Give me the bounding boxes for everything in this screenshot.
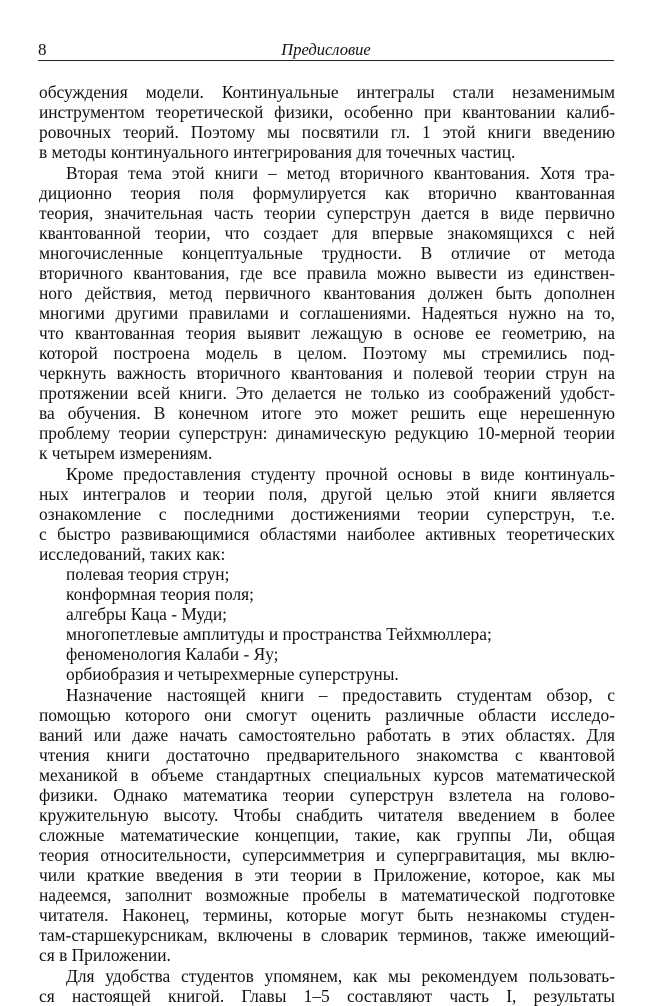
paragraph-first-line: Для удобства студентов упомянем, как мы рекомендуем пользовать- [66, 966, 615, 986]
text-line: протяжении всей книги. Это делается не только из соображений удобст- [39, 383, 615, 403]
text-line: ного действия, метод первичного квантования должен быть дополнен [39, 283, 615, 303]
text-line: помощью которого они смогут оценить различные области исследо- [39, 705, 615, 725]
text-line: чтения книги достаточно предварительного знакомства с квантовой [39, 745, 615, 765]
text-line: квантованной теории, что создает для впервые знакомящихся с ней [39, 223, 615, 243]
text-line: инструментом теоретической физики, особенно при квантовании калиб- [39, 102, 615, 122]
text-line: физики. Однако математика теории суперструн взлетела на голово- [39, 785, 615, 805]
text-line: там-старшекурсникам, включены в словарик терминов, также имеющий- [39, 925, 615, 945]
text-line: ся настоящей книгой. Главы 1–5 составляют часть I, результаты [39, 986, 615, 1006]
running-title: Предисловие [281, 40, 371, 59]
text-line: с быстро развивающимися областями наиболее активных теоретических [39, 524, 615, 544]
page-number: 8 [38, 40, 47, 59]
text-line: надеемся, заполнит возможные пробелы в математической подготовке [39, 885, 615, 905]
text-line: механикой в объеме стандартных специальных курсов математической [39, 765, 615, 785]
text-line: в методы континуального интегрирования для точечных частиц. [39, 142, 516, 162]
text-line: ваний или даже начать самостоятельно работать в этих областях. Для [39, 725, 615, 745]
text-line: ва обучения. В конечном итоге это может решить еще нерешенную [39, 403, 615, 423]
text-line: многочисленные концептуальные трудности. В отличие от метода [39, 243, 615, 263]
text-line: читателя. Наконец, термины, которые могут быть незнакомы студен- [39, 905, 615, 925]
text-line: теория, значительная часть теории суперструн дается в виде первично [39, 203, 615, 223]
text-line: к четырем измерениям. [39, 443, 213, 463]
text-line: что квантованная теория выявит лежащую в основе ее геометрию, на [39, 323, 615, 343]
paragraph-first-line: Кроме предоставления студенту прочной основы в виде континуаль- [66, 464, 615, 484]
list-item: алгебры Каца - Муди; [66, 604, 227, 624]
text-line: которой построена модель в целом. Поэтому мы стремились под- [39, 343, 615, 363]
list-item: феноменология Калаби - Яу; [66, 644, 279, 664]
text-line: чили краткие введения в эти теории в Приложение, которое, как мы [39, 865, 615, 885]
text-line: обсуждения модели. Континуальные интегралы стали незаменимым [39, 82, 615, 102]
list-item: полевая теория струн; [66, 564, 230, 584]
text-line: ся в Приложении. [39, 945, 171, 965]
text-line: ознакомление с последними достижениями теории суперструн, т.е. [39, 504, 615, 524]
list-item: орбиобразия и четырехмерные суперструны. [66, 664, 399, 684]
text-line: ных интегралов и теории поля, другой целью этой книги является [39, 484, 615, 504]
text-line: ровочных теорий. Поэтому мы посвятили гл. 1 этой книги введению [39, 122, 615, 142]
text-line: многими другими правилами и соглашениями. Надеяться нужно на то, [39, 303, 615, 323]
list-item: конформная теория поля; [66, 584, 254, 604]
text-line: исследований, таких как: [39, 544, 226, 564]
text-line: вторичного квантования, где все правила можно вывести из единствен- [39, 263, 615, 283]
text-line: проблему теории суперструн: динамическую редукцию 10-мерной теории [39, 423, 615, 443]
paragraph-first-line: Назначение настоящей книги – предоставить студентам обзор, с [66, 685, 615, 705]
text-line: черкнуть важность вторичного квантования и полевой теории струн на [39, 363, 615, 383]
text-line: сложные математические концепции, такие, как группы Ли, общая [39, 825, 615, 845]
text-line: диционно теория поля формулируется как вторично квантованная [39, 183, 615, 203]
text-line: теория относительности, суперсимметрия и супергравитация, мы вклю- [39, 845, 615, 865]
list-item: многопетлевые амплитуды и пространства Тейхмюллера; [66, 624, 492, 644]
paragraph-first-line: Вторая тема этой книги – метод вторичного квантования. Хотя тра- [66, 163, 615, 183]
text-line: кружительную высоту. Чтобы снабдить читателя введением в более [39, 805, 615, 825]
